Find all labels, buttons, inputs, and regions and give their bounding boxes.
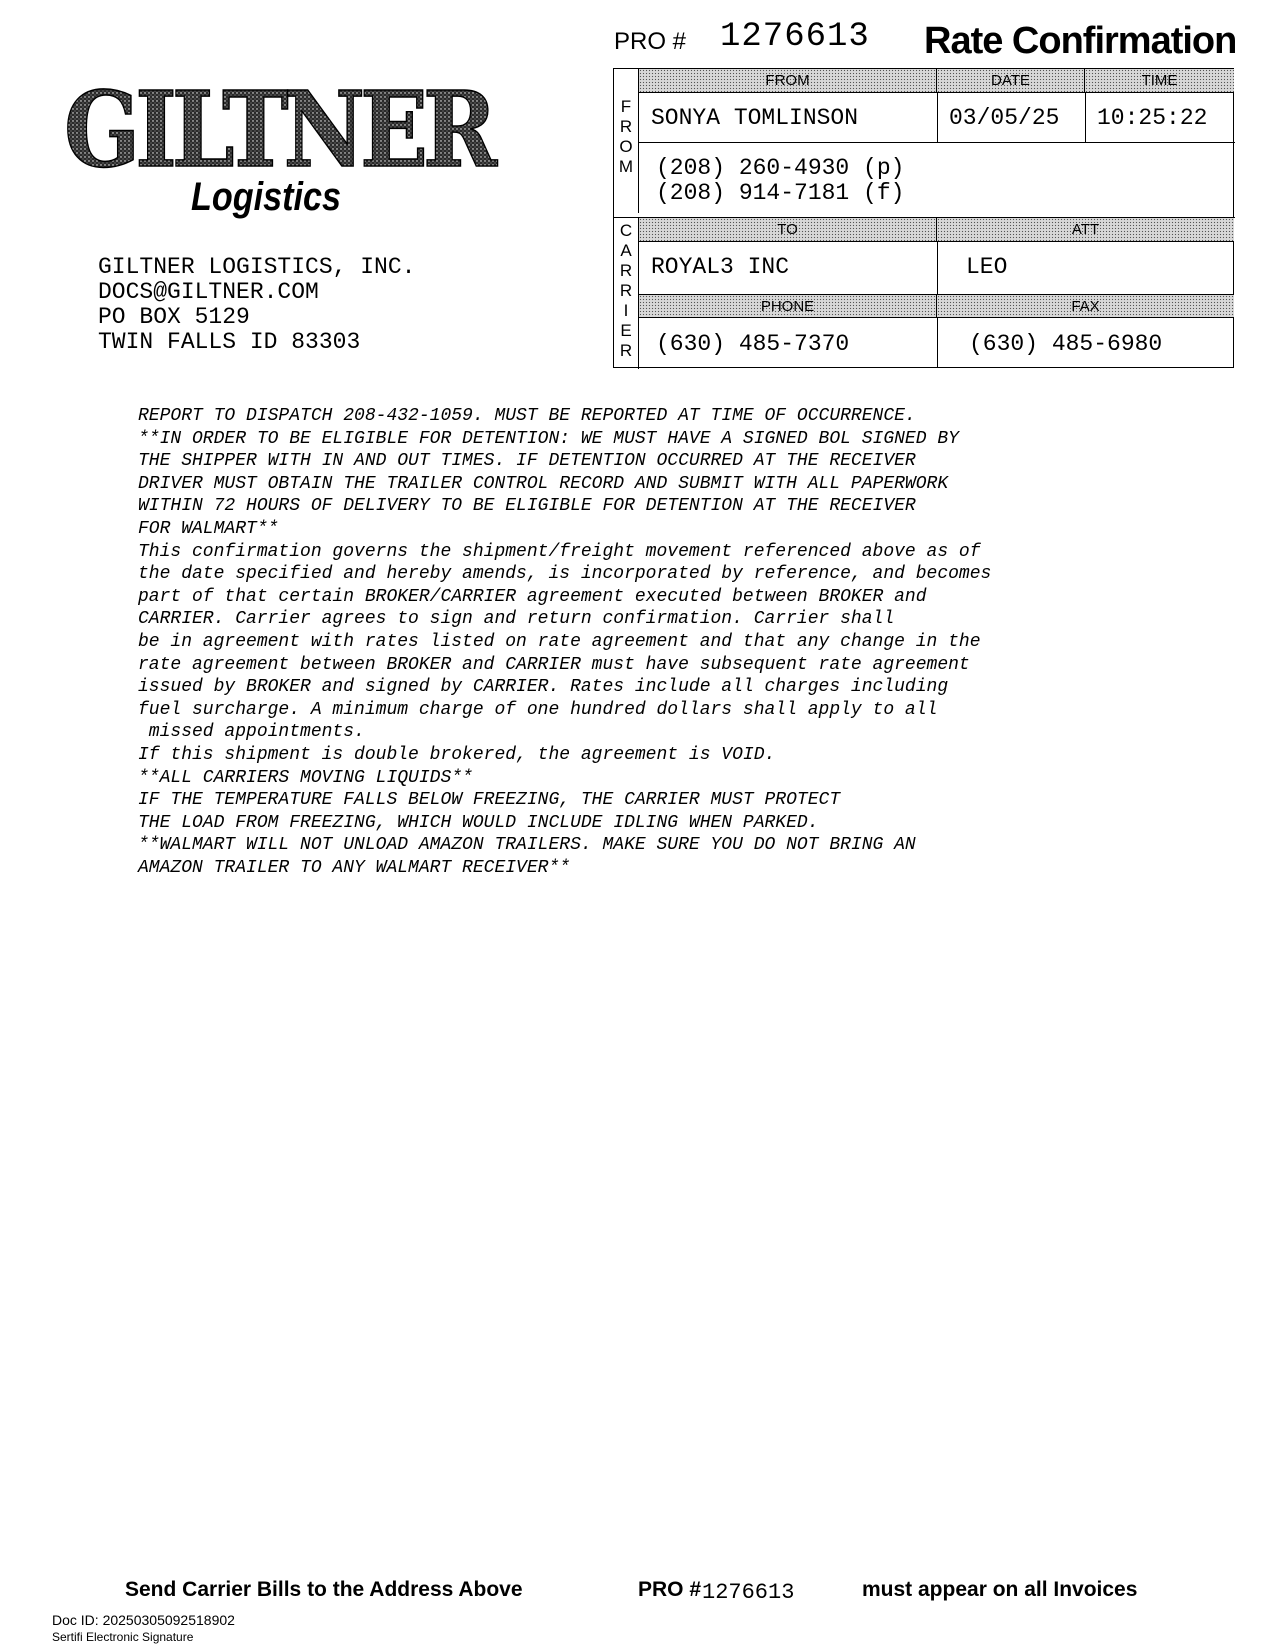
terms-line: be in agreement with rates listed on rate agreement and that any change in the — [138, 631, 981, 652]
terms-line: rate agreement between BROKER and CARRIER must have subsequent rate agreement — [138, 654, 970, 675]
terms-line: IF THE TEMPERATURE FALLS BELOW FREEZING, THE CARRIER MUST PROTECT — [138, 790, 841, 811]
from-name: SONYA TOMLINSON — [651, 105, 859, 131]
footer-pro-number: 1276613 — [702, 1580, 795, 1605]
signature-note: Sertifi Electronic Signature — [52, 1630, 194, 1644]
rate-info-box — [613, 68, 1234, 368]
doc-id: Doc ID: 20250305092518902 — [52, 1612, 235, 1628]
document-title: Rate Confirmation — [924, 20, 1237, 62]
terms-line: WITHIN 72 HOURS OF DELIVERY TO BE ELIGIBLE FOR DETENTION AT THE RECEIVER — [138, 496, 916, 517]
company-name: GILTNER LOGISTICS, INC. — [98, 254, 416, 280]
company-email: DOCS@GILTNER.COM — [98, 279, 319, 305]
terms-line: fuel surcharge. A minimum charge of one hundred dollars shall apply to all — [138, 699, 938, 720]
terms-line: This confirmation governs the shipment/freight movement referenced above as of — [138, 541, 981, 562]
terms-line: DRIVER MUST OBTAIN THE TRAILER CONTROL RECORD AND SUBMIT WITH ALL PAPERWORK — [138, 473, 949, 494]
terms-line: FOR WALMART** — [138, 518, 279, 539]
terms-line: REPORT TO DISPATCH 208-432-1059. MUST BE REPORTED AT TIME OF OCCURRENCE. — [138, 406, 916, 426]
att-header: ATT — [937, 218, 1234, 242]
from-fax: (208) 914-7181 (f) — [656, 180, 905, 206]
footer-invoice-note: must appear on all Invoices — [862, 1578, 1138, 1601]
to-header: TO — [639, 218, 937, 242]
terms-line: **IN ORDER TO BE ELIGIBLE FOR DETENTION: WE MUST HAVE A SIGNED BOL SIGNED BY — [138, 428, 959, 449]
terms-line: issued by BROKER and signed by CARRIER. Rates include all charges including — [138, 677, 949, 698]
from-phone: (208) 260-4930 (p) — [656, 155, 905, 181]
terms-line: missed appointments. — [138, 722, 365, 743]
terms-line: AMAZON TRAILER TO ANY WALMART RECEIVER** — [138, 857, 571, 878]
pro-number: 1276613 — [720, 18, 870, 56]
terms-line: THE LOAD FROM FREEZING, WHICH WOULD INCLUDE IDLING WHEN PARKED. — [138, 812, 819, 833]
from-header: FROM — [639, 69, 937, 93]
terms-line: CARRIER. Carrier agrees to sign and return confirmation. Carrier shall — [138, 609, 895, 630]
phone-header: PHONE — [639, 294, 937, 318]
terms-line: THE SHIPPER WITH IN AND OUT TIMES. IF DETENTION OCCURRED AT THE RECEIVER — [138, 451, 916, 472]
pro-label: PRO # — [614, 28, 687, 55]
company-po-box: PO BOX 5129 — [98, 304, 250, 330]
logo-wordmark: GILTNER — [64, 68, 499, 191]
giltner-logo — [48, 64, 508, 224]
carrier-side-label: C A R R I E R — [614, 217, 639, 369]
footer-pro-label: PRO # — [638, 1578, 702, 1601]
logo-graphic — [48, 64, 508, 224]
logo-subtitle: Logistics — [191, 175, 341, 219]
carrier-attention: LEO — [966, 254, 1008, 280]
terms-line: If this shipment is double brokered, the agreement is VOID. — [138, 744, 776, 765]
carrier-phone: (630) 485-7370 — [656, 331, 850, 357]
from-side-label: F R O M — [614, 97, 639, 213]
from-date: 03/05/25 — [949, 105, 1060, 131]
from-time: 10:25:22 — [1097, 105, 1208, 131]
date-header: DATE — [937, 69, 1085, 93]
company-city: TWIN FALLS ID 83303 — [98, 329, 361, 355]
terms-line: **ALL CARRIERS MOVING LIQUIDS** — [138, 767, 473, 788]
fax-header: FAX — [937, 294, 1234, 318]
terms-line: part of that certain BROKER/CARRIER agreement executed between BROKER and — [138, 586, 927, 607]
carrier-fax: (630) 485-6980 — [969, 331, 1163, 357]
time-header: TIME — [1085, 69, 1234, 93]
terms-and-conditions — [138, 405, 991, 879]
terms-line: **WALMART WILL NOT UNLOAD AMAZON TRAILERS. MAKE SURE YOU DO NOT BRING AN — [138, 835, 916, 856]
company-address — [98, 255, 415, 355]
footer-send-bills: Send Carrier Bills to the Address Above — [125, 1578, 523, 1601]
carrier-name: ROYAL3 INC — [651, 254, 790, 280]
terms-line: the date specified and hereby amends, is incorporated by reference, and becomes — [138, 564, 992, 585]
